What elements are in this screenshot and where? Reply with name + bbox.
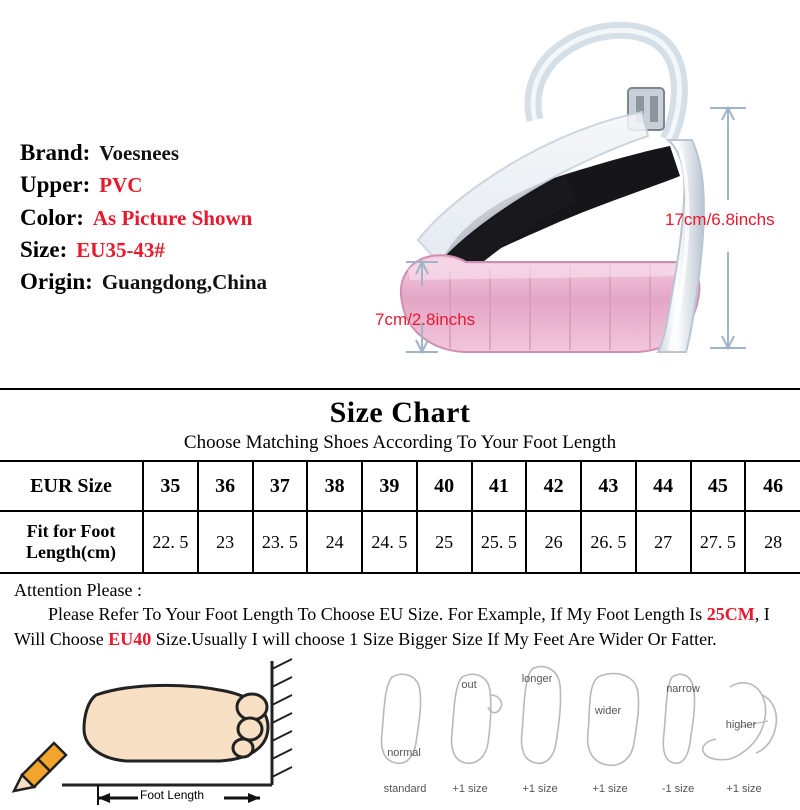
attention-highlight-size: EU40 <box>108 628 152 649</box>
product-specs <box>20 140 350 301</box>
cell-foot-0: 22. 5 <box>143 511 198 573</box>
spec-value-color: As Picture Shown <box>92 205 253 230</box>
cell-eur-1: 36 <box>198 461 253 511</box>
spec-label-origin: Origin: <box>20 269 93 295</box>
attention-part1: Please Refer To Your Foot Length To Choose EU Size. For Example, If My Foot Length Is <box>48 604 707 625</box>
cell-eur-4: 39 <box>362 461 417 511</box>
cell-eur-0: 35 <box>143 461 198 511</box>
foot-type-bottom-0: standard <box>383 782 427 795</box>
platform-height-label: 7cm/2.8inchs <box>375 310 476 329</box>
cell-foot-8: 26. 5 <box>581 511 636 573</box>
spec-row-color <box>20 205 350 230</box>
cell-eur-11: 46 <box>745 461 800 511</box>
pencil-icon <box>14 743 66 791</box>
spec-row-brand <box>20 140 350 165</box>
cell-eur-8: 43 <box>581 461 636 511</box>
foot-diagrams <box>0 655 800 805</box>
spec-label-upper: Upper: <box>20 172 91 198</box>
size-chart-title: Size Chart <box>329 396 471 429</box>
foot-type-top-5: higher <box>725 718 757 731</box>
row-header-foot-length: Fit for Foot Length(cm) <box>0 511 143 573</box>
foot-type-top-3: wider <box>594 704 622 717</box>
top-section <box>0 0 800 390</box>
spec-label-color: Color: <box>20 204 84 230</box>
attention-heading: Attention Please : <box>14 580 142 600</box>
cell-eur-7: 42 <box>526 461 581 511</box>
cell-foot-10: 27. 5 <box>691 511 746 573</box>
table-row-foot-length <box>0 511 800 573</box>
size-chart-subtitle: Choose Matching Shoes According To Your Foot Length <box>183 432 617 453</box>
foot-type-top-1: out <box>461 678 477 691</box>
cell-eur-2: 37 <box>253 461 308 511</box>
cell-foot-4: 24. 5 <box>362 511 417 573</box>
spec-label-brand: Brand: <box>20 140 91 165</box>
spec-value-brand: Voesnees <box>99 141 180 165</box>
cell-foot-5: 25 <box>417 511 472 573</box>
attention-section <box>0 574 800 651</box>
cell-eur-10: 45 <box>691 461 746 511</box>
cell-eur-9: 44 <box>636 461 691 511</box>
foot-type-top-4: narrow <box>666 682 700 695</box>
spec-label-size: Size: <box>20 236 68 262</box>
cell-foot-6: 25. 5 <box>472 511 527 573</box>
foot-measure-svg <box>10 655 300 805</box>
foot-measure-diagram <box>10 655 300 805</box>
heel-height-label: 17cm/6.8inchs <box>665 210 775 229</box>
cell-foot-7: 26 <box>526 511 581 573</box>
cell-eur-3: 38 <box>307 461 362 511</box>
foot-type-bottom-4: -1 size <box>661 782 695 795</box>
cell-foot-11: 28 <box>745 511 800 573</box>
foot-types-diagram <box>370 651 790 805</box>
foot-type-bottom-5: +1 size <box>726 782 762 795</box>
cell-foot-3: 24 <box>307 511 362 573</box>
cell-foot-1: 23 <box>198 511 253 573</box>
attention-body <box>14 602 782 651</box>
foot-length-caption: Foot Length <box>140 787 205 802</box>
spec-value-upper: PVC <box>99 173 143 198</box>
spec-value-origin: Guangdong,China <box>101 270 268 295</box>
cell-eur-6: 41 <box>472 461 527 511</box>
cell-foot-9: 27 <box>636 511 691 573</box>
shoe-illustration <box>375 0 800 386</box>
foot-type-top-2: longer <box>521 672 553 685</box>
foot-type-top-0: normal <box>387 746 421 759</box>
cell-foot-2: 23. 5 <box>253 511 308 573</box>
foot-type-bottom-2: +1 size <box>522 782 558 795</box>
size-chart-section <box>0 396 800 574</box>
attention-part3: Size.Usually I will choose 1 Size Bigger Size If My Feet Are Wider Or Fatter. <box>151 628 717 649</box>
spec-row-upper <box>20 172 350 197</box>
foot-type-bottom-1: +1 size <box>452 782 488 795</box>
row-header-eur-size: EUR Size <box>0 461 143 511</box>
spec-row-size <box>20 237 350 262</box>
table-row-eur-size <box>0 461 800 511</box>
spec-row-origin <box>20 269 350 294</box>
cell-eur-5: 40 <box>417 461 472 511</box>
foot-type-bottom-3: +1 size <box>592 782 628 795</box>
attention-part2: , I Will Choose <box>14 604 770 649</box>
spec-value-size: EU35-43# <box>76 237 165 262</box>
size-chart-table <box>0 460 800 574</box>
attention-highlight-length: 25CM <box>706 604 755 625</box>
